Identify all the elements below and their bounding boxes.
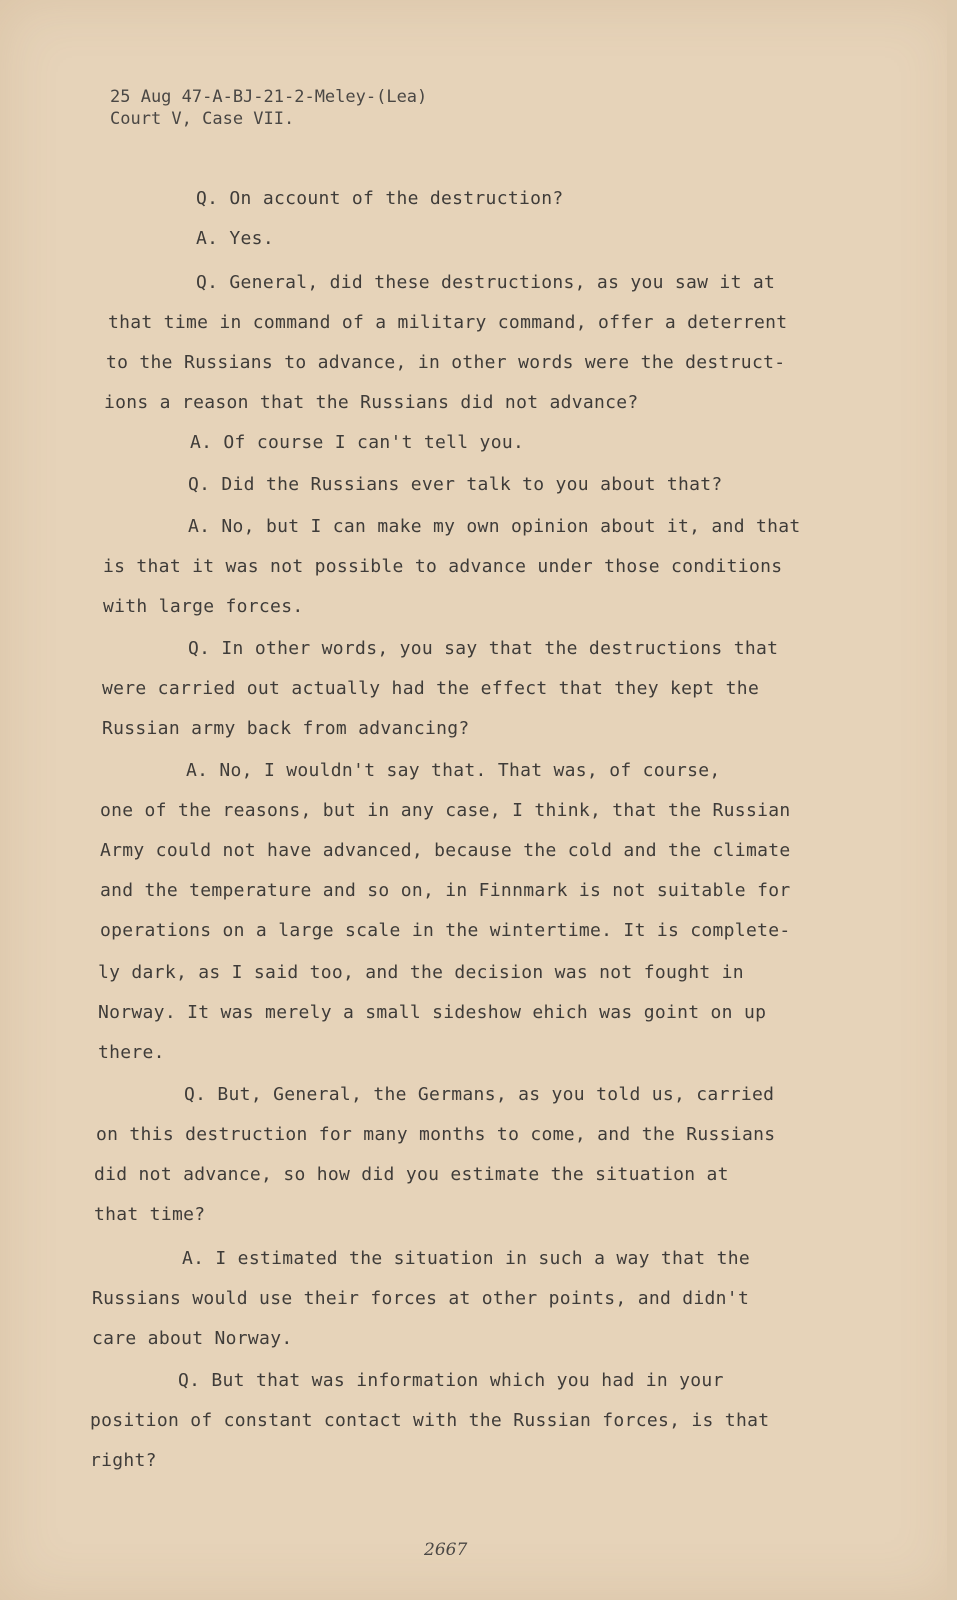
transcript-line: were carried out actually had the effect that they kept the	[102, 678, 760, 699]
transcript-line: A. I estimated the situation in such a way that the	[182, 1248, 750, 1269]
transcript-line: A. Yes.	[196, 228, 274, 249]
page-edge	[947, 0, 957, 1600]
transcript-line: care about Norway.	[92, 1328, 293, 1349]
transcript-line: A. No, but I can make my own opinion about it, and that	[188, 516, 801, 537]
header-case-reference: 25 Aug 47-A-BJ-21-2-Meley-(Lea)	[110, 87, 428, 107]
transcript-line: and the temperature and so on, in Finnmark is not suitable for	[100, 880, 791, 901]
transcript-line: that time?	[94, 1204, 206, 1225]
document-header	[110, 86, 427, 130]
transcript-line: did not advance, so how did you estimate the situation at	[94, 1164, 729, 1185]
page-number: 2667	[424, 1540, 468, 1560]
transcript-line: Q. On account of the destruction?	[196, 188, 564, 209]
transcript-line: Q. But, General, the Germans, as you told us, carried	[184, 1084, 775, 1105]
transcript-line: Army could not have advanced, because the cold and the climate	[100, 840, 791, 861]
transcript-line: position of constant contact with the Russian forces, is that	[90, 1410, 770, 1431]
transcript-line: on this destruction for many months to come, and the Russians	[96, 1124, 776, 1145]
transcript-line: ly dark, as I said too, and the decision was not fought in	[98, 962, 744, 983]
transcript-line: operations on a large scale in the wintertime. It is complete-	[100, 920, 791, 941]
header-court-case: Court V, Case VII.	[110, 109, 295, 129]
transcript-line: ions a reason that the Russians did not advance?	[104, 392, 639, 413]
transcript-line: A. No, I wouldn't say that. That was, of course,	[186, 760, 721, 781]
transcript-line: one of the reasons, but in any case, I think, that the Russian	[100, 800, 791, 821]
transcript-line: Q. General, did these destructions, as you saw it at	[196, 272, 776, 293]
transcript-line: Q. In other words, you say that the destructions that	[188, 638, 779, 659]
transcript-line: Q. Did the Russians ever talk to you about that?	[188, 474, 723, 495]
transcript-line: right?	[90, 1450, 157, 1471]
transcript-line: Q. But that was information which you had in your	[178, 1370, 724, 1391]
transcript-line: that time in command of a military command, offer a deterrent	[108, 312, 788, 333]
transcript-line: to the Russians to advance, in other words were the destruct-	[106, 352, 786, 373]
transcript-line: with large forces.	[103, 596, 304, 617]
transcript-line: Norway. It was merely a small sideshow ehich was goint on up	[98, 1002, 767, 1023]
transcript-line: Russians would use their forces at other points, and didn't	[92, 1288, 750, 1309]
transcript-line: A. Of course I can't tell you.	[190, 432, 525, 453]
transcript-line: Russian army back from advancing?	[102, 718, 470, 739]
transcript-line: is that it was not possible to advance under those conditions	[103, 556, 783, 577]
transcript-line: there.	[98, 1042, 165, 1063]
